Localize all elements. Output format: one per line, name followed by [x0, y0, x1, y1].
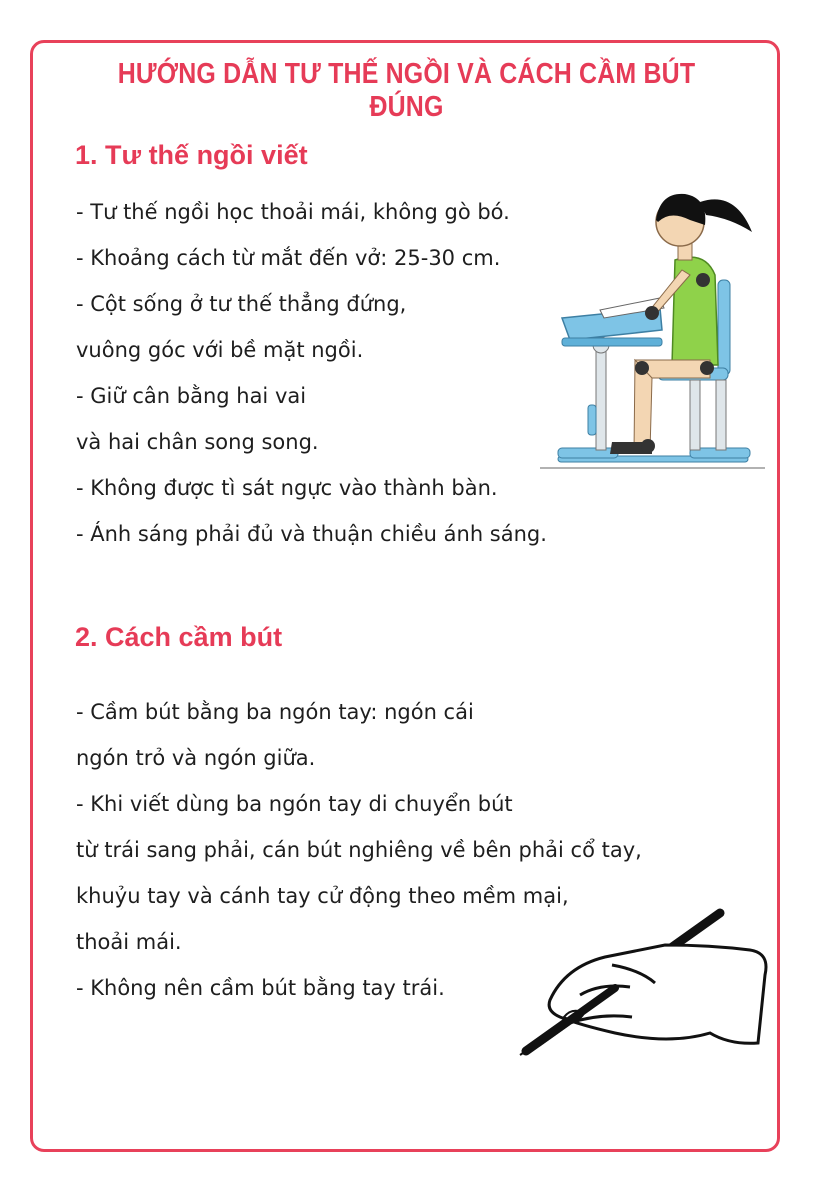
posture-line: và hai chân song song.	[76, 430, 319, 454]
posture-line: - Giữ cân bằng hai vai	[76, 384, 307, 408]
hand-holding-pen-illustration	[520, 905, 780, 1055]
pen-grip-line: - Không nên cầm bút bằng tay trái.	[76, 976, 445, 1000]
posture-line: vuông góc với bề mặt ngồi.	[76, 338, 364, 362]
posture-line: - Tư thế ngồi học thoải mái, không gò bó.	[76, 200, 510, 224]
page-title: HƯỚNG DẪN TƯ THẾ NGỒI VÀ CÁCH CẦM BÚT ĐÚNG	[117, 58, 696, 123]
sitting-student-illustration	[540, 180, 770, 480]
pen-grip-line: ngón trỏ và ngón giữa.	[76, 746, 316, 770]
pen-grip-line: thoải mái.	[76, 930, 182, 954]
posture-line: - Cột sống ở tư thế thẳng đứng,	[76, 292, 407, 316]
section-heading-pen-grip: 2. Cách cầm bút	[75, 622, 283, 652]
posture-line: - Ánh sáng phải đủ và thuận chiều ánh sáng.	[76, 522, 547, 546]
posture-line: - Khoảng cách từ mắt đến vở: 25-30 cm.	[76, 246, 501, 270]
pen-grip-line: - Khi viết dùng ba ngón tay di chuyển bút	[76, 792, 513, 816]
posture-line: - Không được tì sát ngực vào thành bàn.	[76, 476, 498, 500]
pen-grip-line: từ trái sang phải, cán bút nghiêng về bên phải cổ tay,	[76, 838, 642, 862]
pen-grip-line: - Cầm bút bằng ba ngón tay: ngón cái	[76, 700, 474, 724]
pen-grip-line: khuỷu tay và cánh tay cử động theo mềm mại,	[76, 884, 569, 908]
section-heading-posture: 1. Tư thế ngồi viết	[75, 140, 308, 170]
